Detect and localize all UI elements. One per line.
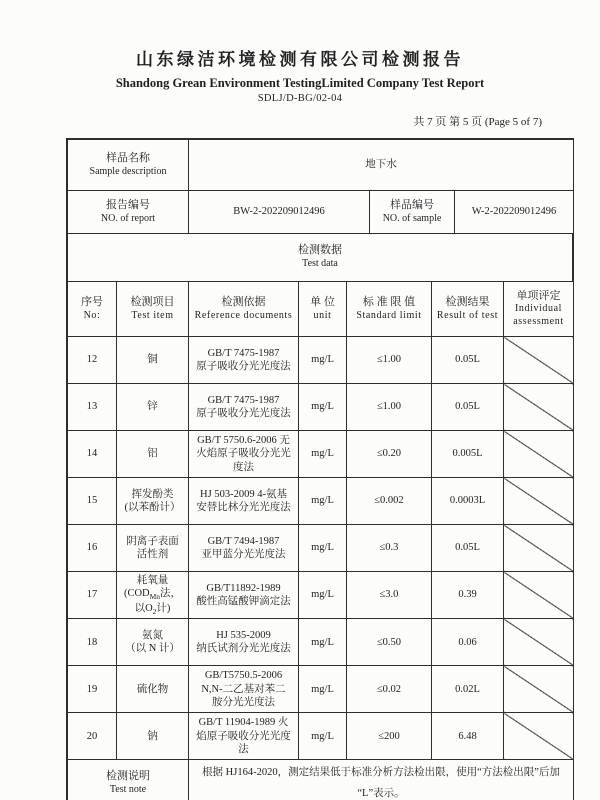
item-cell: 锌: [117, 384, 189, 431]
result-cell: 0.0003L: [432, 478, 504, 525]
column-header-limit: 标 准 限 值 Standard limit: [347, 282, 432, 337]
reference-cell: GB/T5750.5-2006 N,N-二乙基对苯二 胺分光光度法: [189, 666, 299, 713]
column-header-no: 序号 No:: [68, 282, 117, 337]
sample-description-label: [68, 140, 189, 191]
result-cell: 0.02L: [432, 666, 504, 713]
unit-cell: mg/L: [299, 713, 347, 760]
report-table: [66, 138, 574, 800]
test-row-15: [68, 478, 574, 525]
report-no-value: BW-2-202209012496: [189, 191, 370, 234]
test-row-12: [68, 337, 574, 384]
limit-cell: ≤3.0: [347, 572, 432, 619]
test-row-20: [68, 713, 574, 760]
no-cell: 15: [68, 478, 117, 525]
no-cell: 13: [68, 384, 117, 431]
report-header: [0, 0, 600, 129]
page-indicator: 共 7 页 第 5 页 (Page 5 of 7): [413, 116, 542, 128]
doc-code: SDLJ/D-BG/02-04: [257, 93, 343, 104]
sample-description-label-cn: 样品名称: [106, 151, 150, 164]
no-cell: 16: [68, 525, 117, 572]
result-cell: 0.39: [432, 572, 504, 619]
column-header-assessment: 单项评定 Individual assessment: [504, 282, 574, 337]
sample-no-label-cn: 样品编号: [390, 198, 434, 211]
assessment-slash-cell: [504, 525, 574, 572]
no-cell: 17: [68, 572, 117, 619]
assessment-slash-cell: [504, 713, 574, 760]
result-cell: 0.05L: [432, 384, 504, 431]
column-header-reference: 检测依据 Reference documents: [189, 282, 299, 337]
sample-no-label: [370, 191, 455, 234]
limit-cell: ≤0.50: [347, 619, 432, 666]
column-header-item: 检测项目 Test item: [117, 282, 189, 337]
report-number-row: [68, 191, 574, 234]
result-cell: 0.005L: [432, 431, 504, 478]
assessment-slash-cell: [504, 619, 574, 666]
report-no-label-en: NO. of report: [100, 212, 156, 224]
reference-cell: HJ 535-2009 纳氏试剂分光光度法: [189, 619, 299, 666]
unit-cell: mg/L: [299, 525, 347, 572]
test-row-19: [68, 666, 574, 713]
sample-info-table: [67, 139, 574, 234]
assessment-slash-cell: [504, 337, 574, 384]
column-header-unit: 单 位 unit: [299, 282, 347, 337]
section-title-en: Test data: [302, 258, 338, 270]
result-cell: 0.05L: [432, 525, 504, 572]
test-row-13: [68, 384, 574, 431]
no-cell: 20: [68, 713, 117, 760]
report-no-label: [68, 191, 189, 234]
section-title: [68, 234, 573, 282]
test-table-header-row: [68, 282, 574, 337]
note-label: [68, 760, 189, 800]
reference-cell: GB/T 7494-1987 亚甲蓝分光光度法: [189, 525, 299, 572]
assessment-slash-cell: [504, 384, 574, 431]
limit-cell: ≤1.00: [347, 337, 432, 384]
item-cell: 阴离子表面 活性剂: [117, 525, 189, 572]
unit-cell: mg/L: [299, 572, 347, 619]
note-text-line1: 根据 HJ164-2020，测定结果低于标准分析方法检出限，使用“方法检出限”后加: [202, 767, 560, 779]
sample-description-row: [68, 140, 574, 191]
column-header-result: 检测结果 Result of test: [432, 282, 504, 337]
limit-cell: ≤200: [347, 713, 432, 760]
item-cell: 铜: [117, 337, 189, 384]
sample-no-label-en: NO. of sample: [382, 212, 442, 224]
unit-cell: mg/L: [299, 384, 347, 431]
note-label-en: Test note: [109, 783, 147, 795]
test-row-14: [68, 431, 574, 478]
item-cell: 耗氧量 ($COD_{Mn}$法， 以$O_2$计): [117, 572, 189, 619]
report-no-label-cn: 报告编号: [106, 198, 150, 211]
note-text-line2: “L”表示。: [357, 788, 405, 800]
result-cell: 0.05L: [432, 337, 504, 384]
page-subtitle: Shandong Grean Environment TestingLimited Company Test Report: [115, 76, 485, 90]
reference-cell: HJ 503-2009 4-氨基 安替比林分光光度法: [189, 478, 299, 525]
limit-cell: ≤0.20: [347, 431, 432, 478]
limit-cell: ≤0.002: [347, 478, 432, 525]
sample-description-label-en: Sample description: [89, 165, 167, 177]
reference-cell: GB/T 5750.6-2006 无 火焰原子吸收分光光 度法: [189, 431, 299, 478]
unit-cell: mg/L: [299, 666, 347, 713]
no-cell: 18: [68, 619, 117, 666]
sample-no-value: W-2-202209012496: [455, 191, 574, 234]
reference-cell: GB/T11892-1989 酸性高锰酸钾滴定法: [189, 572, 299, 619]
section-banner: [67, 233, 573, 282]
limit-cell: ≤0.3: [347, 525, 432, 572]
assessment-slash-cell: [504, 478, 574, 525]
limit-cell: ≤0.02: [347, 666, 432, 713]
reference-cell: GB/T 11904-1989 火 焰原子吸收分光光度 法: [189, 713, 299, 760]
test-data-table: [67, 281, 574, 760]
test-row-17: [68, 572, 574, 619]
assessment-slash-cell: [504, 572, 574, 619]
sample-description-value: 地下水: [189, 140, 574, 191]
no-cell: 19: [68, 666, 117, 713]
reference-cell: GB/T 7475-1987 原子吸收分光光度法: [189, 384, 299, 431]
assessment-slash-cell: [504, 666, 574, 713]
unit-cell: mg/L: [299, 619, 347, 666]
test-note-row: [68, 760, 574, 800]
result-cell: 0.06: [432, 619, 504, 666]
test-row-16: [68, 525, 574, 572]
unit-cell: mg/L: [299, 478, 347, 525]
note-text: [189, 760, 574, 800]
test-row-18: [68, 619, 574, 666]
item-cell: 挥发酚类 (以苯酚计）: [117, 478, 189, 525]
no-cell: 12: [68, 337, 117, 384]
assessment-slash-cell: [504, 431, 574, 478]
unit-cell: mg/L: [299, 431, 347, 478]
no-cell: 14: [68, 431, 117, 478]
item-cell: 硫化物: [117, 666, 189, 713]
limit-cell: ≤1.00: [347, 384, 432, 431]
note-label-cn: 检测说明: [106, 769, 150, 782]
item-cell: 钠: [117, 713, 189, 760]
reference-cell: GB/T 7475-1987 原子吸收分光光度法: [189, 337, 299, 384]
page-title: 山东绿洁环境检测有限公司检测报告: [136, 50, 464, 69]
result-cell: 6.48: [432, 713, 504, 760]
item-cell: 氨氮 （以 N 计）: [117, 619, 189, 666]
item-cell: 铝: [117, 431, 189, 478]
test-note-table: [67, 759, 574, 800]
unit-cell: mg/L: [299, 337, 347, 384]
section-title-cn: 检测数据: [298, 244, 342, 257]
